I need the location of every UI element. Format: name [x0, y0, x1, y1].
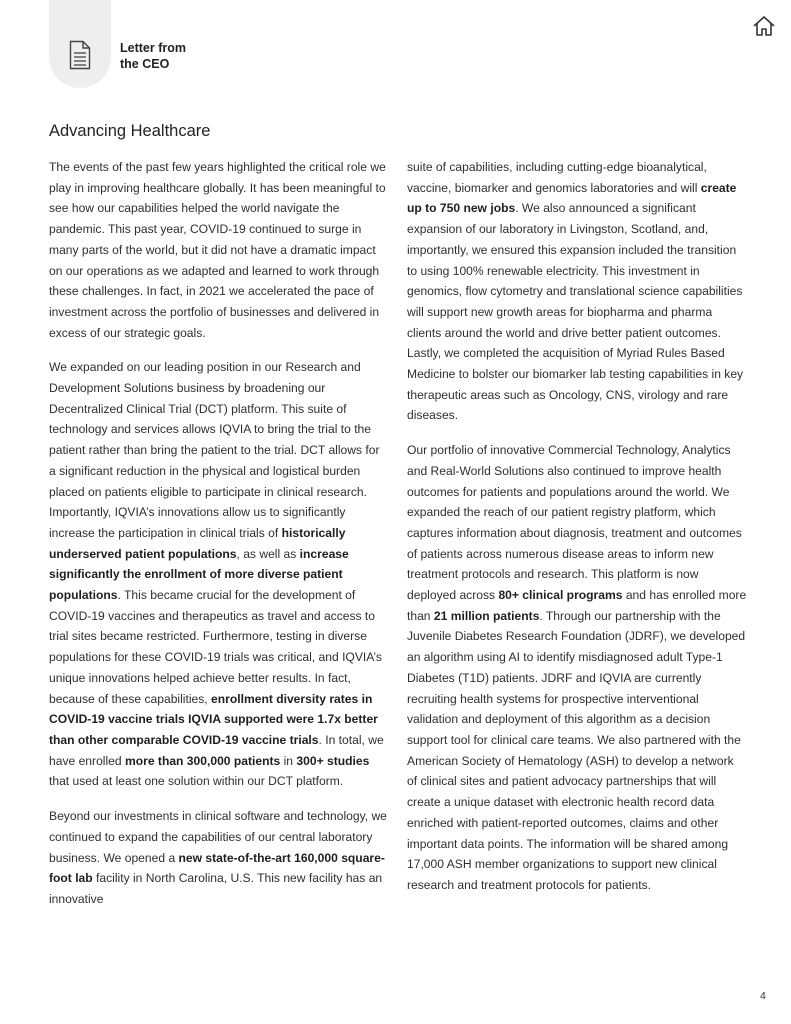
section-label-line2: the CEO — [120, 56, 170, 71]
paragraph: suite of capabilities, including cutting-edge bioanalytical, vaccine, biomarker and genomics laboratories and will create up to 750 new jobs. We also announced a significant expansion of our laboratory in Livingston, Scotland, and, importantly, we ensured this expansion included the transition to using 100% renewable electricity. This investment in genomics, flow cytometry and translational science capabilities will support new growth areas for biopharma and pharma clients around the world and drive better patient outcomes. Lastly, we completed the acquisition of Myriad Rules Based Medicine to bolster our biomarker lab testing capabilities in key therapeutic areas such as Oncology, CNS, virology and rare diseases. — [407, 160, 744, 423]
paragraph: The events of the past few years highlighted the critical role we play in improving healthcare globally. It has been meaningful to see how our capabilities helped the world navigate the pandemic. This past year, COVID-19 continued to surge in many parts of the world, but it did not have a dramatic impact on our operations as we adapted and learned to work through these challenges. In fact, in 2021 we accelerated the pace of investment across the portfolio of businesses and delivered in excess of our strategic goals. — [49, 160, 386, 340]
section-label — [120, 41, 240, 72]
paragraph: Our portfolio of innovative Commercial Technology, Analytics and Real-World Solutions also continued to improve health outcomes for patients and populations around the world. We expanded the reach of our patient registry platform, which captures information about diagnosis, treatment and outcomes of patients across numerous disease areas to inform new treatment protocols and research. This platform is now deployed across 80+ clinical programs and has enrolled more than 21 million patients. Through our partnership with the Juvenile Diabetes Research Foundation (JDRF), we developed an algorithm using AI to identify misdiagnosed adult Type-1 Diabetes (T1D) patients. JDRF and IQVIA are currently recruiting health systems for prospective interventional validation and deployment of this algorithm as a decision support tool for clinical care teams. We also partnered with the American Society of Hematology (ASH) to develop a network of clinical sites and patient advocacy partnerships that will create a unique dataset with electronic health record data enriched with patient-reported outcomes, claims and other important data points. The information will be shared among 17,000 ASH member organizations to support new clinical research and treatment protocols for patients. — [407, 443, 747, 892]
page-title: Advancing Healthcare — [49, 122, 211, 140]
page-number: 4 — [760, 990, 766, 1002]
left-column — [49, 157, 389, 924]
section-label-line1: Letter from — [120, 41, 186, 55]
paragraph: Beyond our investments in clinical software and technology, we continued to expand the capabilities of our central laboratory business. We opened a new state-of-the-art 160,000 square-foot lab facility in North Carolina, U.S. This new facility has an innovative — [49, 809, 387, 906]
right-column — [407, 157, 747, 910]
home-icon[interactable] — [753, 15, 775, 37]
paragraph: We expanded on our leading position in our Research and Development Solutions business by broadening our Decentralized Clinical Trial (DCT) platform. This suite of technology and services allows IQVIA to bring the trial to the patient rather than bring the patient to the trial. DCT allows for a significant reduction in the physical and logistical burden placed on patients eligible to participate in clinical research. Importantly, IQVIA’s innovations allow us to significantly increase the participation in clinical trials of historically underserved patient populations, as well as increase significantly the enrollment of more diverse patient populations. This became crucial for the development of COVID-19 vaccines and therapeutics as travel and access to trial sites became restricted. Furthermore, testing in diverse populations for these COVID-19 trials was critical, and IQVIA’s unique innovations helped achieve better results. In fact, because of these capabilities, enrollment diversity rates in COVID-19 vaccine trials IQVIA supported were 1.7x better than other comparable COVID-19 vaccine trials. In total, we have enrolled more than 300,000 patients in 300+ studies that used at least one solution within our DCT platform. — [49, 360, 384, 789]
document-icon — [69, 40, 91, 70]
